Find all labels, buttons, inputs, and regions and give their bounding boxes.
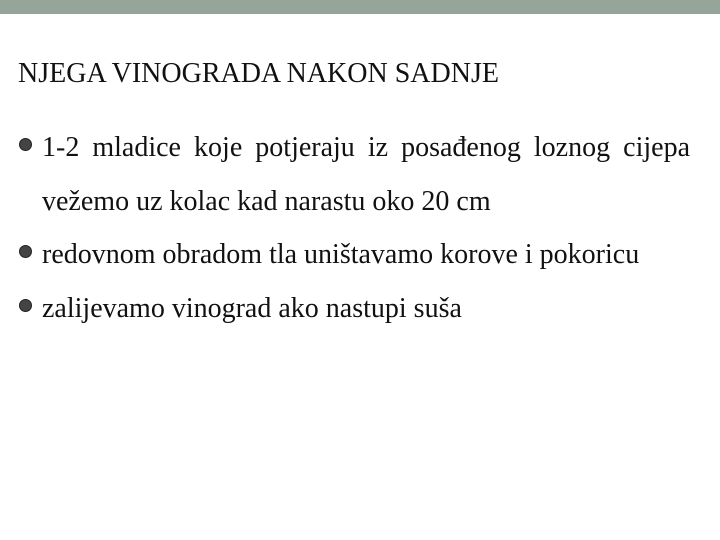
bullet-list [18, 121, 690, 335]
bullet-dot-icon [19, 299, 32, 312]
slide-title: NJEGA VINOGRADA NAKON SADNJE [18, 58, 499, 89]
list-item [18, 121, 690, 228]
top-accent-bar [0, 0, 720, 14]
bullet-text: redovnom obradom tla uništavamo korove i pokoricu [42, 239, 640, 270]
list-item [18, 228, 690, 282]
bullet-text: 1-2 mladice koje potjeraju iz posađenog loznog cijepa vežemo uz kolac kad narastu oko 20 cm [42, 132, 690, 217]
list-item [18, 282, 690, 336]
bullet-dot-icon [19, 138, 32, 151]
bullet-dot-icon [19, 245, 32, 258]
bullet-text: zalijevamo vinograd ako nastupi suša [42, 292, 462, 324]
